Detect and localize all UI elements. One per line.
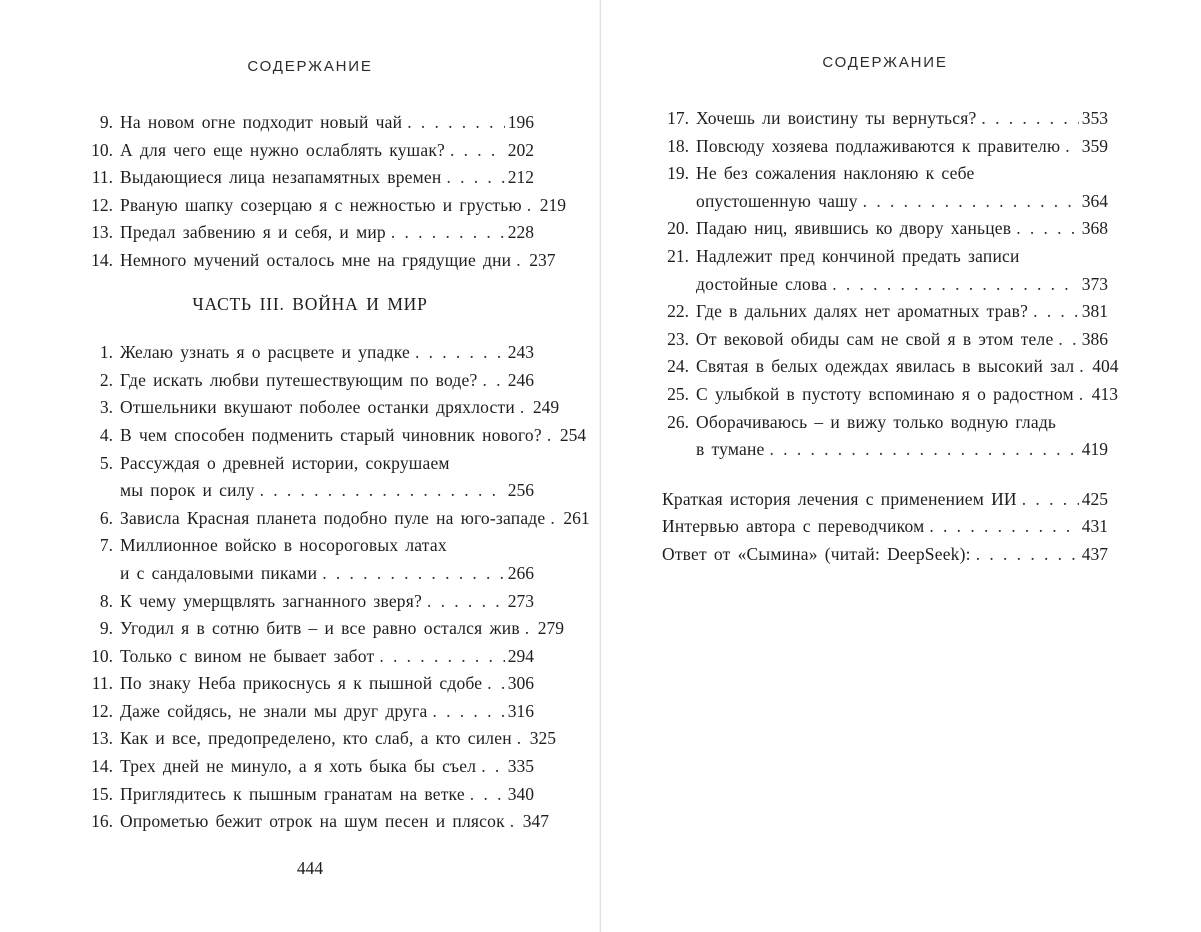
toc-entry — [86, 532, 534, 587]
toc-entry-line — [86, 367, 534, 395]
toc-section — [662, 105, 1119, 464]
entry-page-number: 266 — [507, 562, 534, 583]
entry-number: 4. — [99, 424, 113, 445]
toc-entry — [86, 450, 534, 505]
toc-entry — [662, 133, 1108, 161]
entry-number: 15. — [91, 783, 113, 804]
entry-page-number: 306 — [507, 673, 534, 694]
entry-title: Оборачиваюсь – и вижу только водную гладь — [696, 411, 1057, 432]
entry-page-number: 273 — [507, 590, 534, 611]
entry-title: Хочешь ли воистину ты вернуться? — [696, 108, 977, 128]
entry-number: 6. — [99, 507, 113, 528]
entry-page-number: 413 — [1091, 383, 1119, 404]
entry-page-number: 261 — [563, 507, 590, 528]
toc-entry-line — [662, 541, 1108, 569]
entry-title: опустошенную чашу — [696, 190, 858, 211]
entry-page-number: 437 — [1081, 543, 1108, 564]
toc-entry-line — [86, 560, 534, 588]
entry-title: На новом огне подходит новый чай — [120, 112, 403, 132]
entry-page-number: 419 — [1081, 439, 1108, 460]
entry-title: Отшельники вкушают поболее останки дряхлости — [120, 397, 515, 418]
toc-list-right — [662, 105, 1119, 569]
entry-page-number: 353 — [1081, 108, 1108, 128]
dot-leader — [863, 188, 1079, 216]
entry-number: 20. — [667, 218, 689, 239]
toc-entry-line — [86, 422, 587, 450]
toc-entry-line — [662, 105, 1108, 133]
toc-entry — [86, 725, 557, 753]
dot-leader — [487, 670, 505, 698]
entry-number: 8. — [99, 590, 113, 611]
entry-page-number: 404 — [1092, 356, 1119, 377]
entry-page-number: 254 — [559, 424, 587, 445]
toc-entry-line — [662, 133, 1108, 161]
toc-entry — [86, 781, 534, 809]
dot-leader — [470, 781, 505, 809]
toc-entry-line — [86, 137, 534, 165]
entry-number: 21. — [667, 245, 689, 266]
toc-entry — [86, 615, 565, 643]
toc-entry-line — [86, 164, 534, 192]
dot-leader — [446, 164, 504, 192]
entry-title: достойные слова — [696, 273, 828, 294]
toc-entry-line — [662, 486, 1108, 514]
toc-entry — [86, 137, 534, 165]
toc-entry-line — [662, 353, 1119, 381]
entry-title: Рваную шапку созерцаю я с нежностью и грустью — [120, 194, 522, 215]
entry-title: Ответ от «Сымина» (читай: DeepSeek): — [662, 543, 971, 564]
toc-entry-line — [662, 381, 1119, 409]
entry-title: Повсюду хозяева подлаживаются к правителю — [696, 135, 1061, 156]
entry-title: Угодил я в сотню битв – и все равно остался жив — [120, 618, 520, 639]
toc-entry — [86, 643, 534, 671]
dot-leader — [1058, 326, 1078, 354]
toc-entry — [86, 698, 534, 726]
toc-entry-line — [86, 505, 590, 533]
toc-entry — [86, 753, 534, 781]
toc-entry — [86, 670, 534, 698]
entry-title: Приглядитесь к пышным гранатам на ветке — [120, 783, 465, 804]
entry-title: Даже сойдясь, не знали мы друг друга — [120, 700, 428, 721]
toc-entry-line — [662, 188, 1108, 216]
entry-number: 1. — [99, 342, 113, 363]
dot-leader — [1079, 381, 1089, 409]
toc-entry-line — [86, 247, 556, 275]
entry-page-number: 316 — [507, 700, 534, 721]
entry-title: Падаю ниц, явившись ко двору ханьцев — [696, 218, 1012, 239]
dot-leader — [391, 219, 505, 247]
toc-entry-line — [662, 271, 1108, 299]
dot-leader — [1022, 486, 1079, 514]
toc-entry — [662, 541, 1108, 569]
entry-number: 11. — [91, 167, 113, 188]
toc-entry-line — [662, 298, 1108, 326]
entry-page-number: 425 — [1081, 488, 1108, 509]
toc-entry-line — [662, 215, 1108, 243]
dot-leader — [1079, 353, 1089, 381]
dot-leader — [1065, 133, 1079, 161]
entry-page-number: 202 — [507, 139, 534, 160]
entry-page-number: 294 — [507, 645, 534, 666]
entry-number: 14. — [91, 249, 113, 270]
entry-page-number: 256 — [507, 480, 534, 501]
entry-number: 22. — [667, 301, 689, 322]
entry-page-number: 347 — [522, 811, 550, 832]
toc-entry-line — [662, 243, 1108, 271]
entry-page-number: 246 — [507, 369, 534, 390]
toc-entry — [86, 339, 534, 367]
entry-title: Зависла Красная планета подобно пуле на юго-западе — [120, 507, 546, 528]
entry-number: 9. — [99, 618, 113, 639]
toc-entry-line — [86, 725, 557, 753]
entry-title: Не без сожаления наклоняю к себе — [696, 163, 975, 184]
toc-entry — [662, 353, 1119, 381]
toc-entry-line — [86, 192, 566, 220]
dot-leader — [510, 808, 520, 836]
toc-entry-line — [662, 409, 1108, 437]
entry-title: мы порок и силу — [120, 480, 255, 501]
toc-entry — [86, 505, 590, 533]
entry-number: 3. — [99, 397, 113, 418]
toc-entry-line — [86, 670, 534, 698]
entry-page-number: 373 — [1081, 273, 1108, 294]
entry-title: Святая в белых одеждах явилась в высокий зал — [696, 356, 1075, 377]
dot-leader — [517, 725, 527, 753]
toc-entry — [86, 192, 566, 220]
entry-number: 10. — [91, 645, 113, 666]
toc-entry-line — [86, 394, 560, 422]
toc-entry-line — [86, 698, 534, 726]
dot-leader — [976, 541, 1079, 569]
entry-title: С улыбкой в пустоту вспоминаю я о радостном — [696, 383, 1074, 404]
entry-title: Где искать любви путешествующим по воде? — [120, 369, 478, 390]
entry-title: Немного мучений осталось мне на грядущие дни — [120, 249, 512, 270]
entry-page-number: 364 — [1081, 190, 1108, 211]
dot-leader — [432, 698, 504, 726]
toc-entry — [662, 326, 1108, 354]
toc-entry — [662, 243, 1108, 298]
dot-leader — [516, 247, 526, 275]
toc-section — [86, 291, 590, 836]
dot-leader — [525, 615, 535, 643]
toc-entry-line — [86, 109, 534, 137]
toc-entry-line — [86, 477, 534, 505]
entry-title: Выдающиеся лица незапамятных времен — [120, 167, 442, 188]
toc-entry — [86, 164, 534, 192]
entry-page-number: 431 — [1081, 516, 1108, 537]
section-title: ЧАСТЬ III. ВОЙНА И МИР — [192, 293, 428, 314]
toc-entry — [662, 160, 1108, 215]
toc-entry — [662, 215, 1108, 243]
toc-entry — [662, 486, 1108, 514]
entry-number: 25. — [667, 383, 689, 404]
toc-page-right — [600, 0, 1201, 932]
entry-number: 18. — [667, 135, 689, 156]
toc-entry-line — [662, 326, 1108, 354]
entry-number: 13. — [91, 222, 113, 243]
entry-number: 9. — [99, 112, 113, 132]
entry-title: Трех дней не минуло, а я хоть быка бы съел — [120, 756, 477, 777]
dot-leader — [547, 422, 557, 450]
toc-entry-line — [662, 436, 1108, 464]
entry-title: в тумане — [696, 439, 765, 460]
entry-number: 26. — [667, 411, 689, 432]
entry-title: Опрометью бежит отрок на шум песен и плясок — [120, 811, 505, 832]
toc-entry-line — [86, 588, 534, 616]
dot-leader — [770, 436, 1079, 464]
dot-leader — [260, 477, 505, 505]
entry-page-number: 386 — [1081, 328, 1108, 349]
dot-leader — [981, 105, 1078, 133]
entry-number: 7. — [99, 535, 113, 556]
entry-number: 10. — [91, 139, 113, 160]
dot-leader — [520, 394, 530, 422]
entry-page-number: 359 — [1081, 135, 1108, 156]
entry-page-number: 249 — [532, 397, 560, 418]
toc-entry-line — [662, 160, 1108, 188]
dot-leader — [1016, 215, 1079, 243]
toc-entry — [662, 513, 1108, 541]
entry-title: Где в дальних далях нет ароматных трав? — [696, 301, 1029, 322]
toc-list-left — [86, 109, 590, 836]
toc-entry-line — [86, 753, 534, 781]
entry-page-number: 237 — [529, 249, 556, 270]
dot-leader — [379, 643, 504, 671]
dot-leader — [450, 137, 505, 165]
entry-number: 14. — [91, 756, 113, 777]
toc-section — [662, 486, 1108, 569]
entry-page-number: 279 — [537, 618, 565, 639]
toc-section — [86, 109, 566, 275]
toc-entry-line — [86, 450, 534, 478]
entry-title: Надлежит пред кончиной предать записи — [696, 245, 1020, 266]
entry-title: Предал забвению я и себя, и мир — [120, 222, 386, 243]
entry-page-number: 335 — [507, 756, 534, 777]
entry-number: 2. — [99, 369, 113, 390]
toc-entry — [86, 219, 534, 247]
dot-leader — [929, 513, 1078, 541]
toc-header-right: СОДЕРЖАНИЕ — [822, 54, 948, 71]
entry-number: 16. — [91, 811, 113, 832]
entry-number: 23. — [667, 328, 689, 349]
entry-title: Как и все, предопределено, кто слаб, а кто силен — [120, 728, 512, 749]
entry-number: 12. — [91, 700, 113, 721]
entry-page-number: 243 — [507, 342, 534, 363]
entry-title: К чему умерщвлять загнанного зверя? — [120, 590, 422, 611]
dot-leader — [550, 505, 560, 533]
entry-title: Желаю узнать я о расцвете и упадке — [120, 342, 410, 363]
toc-entry — [86, 247, 556, 275]
dot-leader — [415, 339, 505, 367]
toc-entry-line — [86, 781, 534, 809]
entry-title: По знаку Неба прикоснусь я к пышной сдобе — [120, 673, 483, 694]
dot-leader — [482, 367, 504, 395]
toc-entry-line — [662, 513, 1108, 541]
toc-entry — [86, 808, 550, 836]
entry-number: 17. — [667, 108, 689, 128]
toc-entry-line — [86, 643, 534, 671]
toc-header-left: СОДЕРЖАНИЕ — [247, 58, 373, 75]
dot-leader — [427, 588, 505, 616]
entry-number: 12. — [91, 194, 113, 215]
entry-number: 13. — [91, 728, 113, 749]
entry-number: 24. — [667, 356, 689, 377]
entry-page-number: 196 — [507, 112, 534, 132]
toc-entry-line — [86, 808, 550, 836]
toc-entry-line — [86, 339, 534, 367]
entry-title: и с сандаловыми пиками — [120, 562, 318, 583]
entry-page-number: 212 — [507, 167, 534, 188]
toc-page-left — [0, 0, 600, 932]
entry-page-number: 381 — [1081, 301, 1108, 322]
entry-title: Только с вином не бывает забот — [120, 645, 375, 666]
entry-page-number: 340 — [507, 783, 534, 804]
toc-entry — [86, 109, 534, 137]
entry-title: В чем способен подменить старый чиновник нового? — [120, 424, 542, 445]
toc-entry-line — [86, 532, 534, 560]
entry-number: 11. — [91, 673, 113, 694]
entry-page-number: 219 — [539, 194, 566, 215]
dot-leader — [407, 109, 505, 137]
page-folio: 444 — [296, 857, 324, 878]
entry-number: 19. — [667, 163, 689, 184]
dot-leader — [1033, 298, 1079, 326]
toc-entry-line — [86, 615, 565, 643]
entry-number: 5. — [99, 452, 113, 473]
toc-entry — [662, 298, 1108, 326]
entry-title: Рассуждая о древней истории, сокрушаем — [120, 452, 450, 473]
toc-entry — [662, 381, 1119, 409]
entry-page-number: 368 — [1081, 218, 1108, 239]
entry-title: Краткая история лечения с применением ИИ — [662, 488, 1017, 509]
entry-title: От вековой обиды сам не свой я в этом теле — [696, 328, 1054, 349]
toc-entry — [86, 367, 534, 395]
toc-entry — [662, 105, 1108, 133]
entry-page-number: 325 — [529, 728, 557, 749]
entry-page-number: 228 — [507, 222, 534, 243]
dot-leader — [322, 560, 505, 588]
entry-title: Интервью автора с переводчиком — [662, 516, 925, 537]
entry-title: А для чего еще нужно ослаблять кушак? — [120, 139, 445, 160]
toc-entry — [86, 394, 560, 422]
toc-entry — [662, 409, 1108, 464]
entry-title: Миллионное войско в носороговых латах — [120, 535, 447, 556]
toc-entry — [86, 422, 587, 450]
toc-entry — [86, 588, 534, 616]
toc-entry-line — [86, 219, 534, 247]
dot-leader — [832, 271, 1079, 299]
dot-leader — [481, 753, 505, 781]
dot-leader — [527, 192, 537, 220]
